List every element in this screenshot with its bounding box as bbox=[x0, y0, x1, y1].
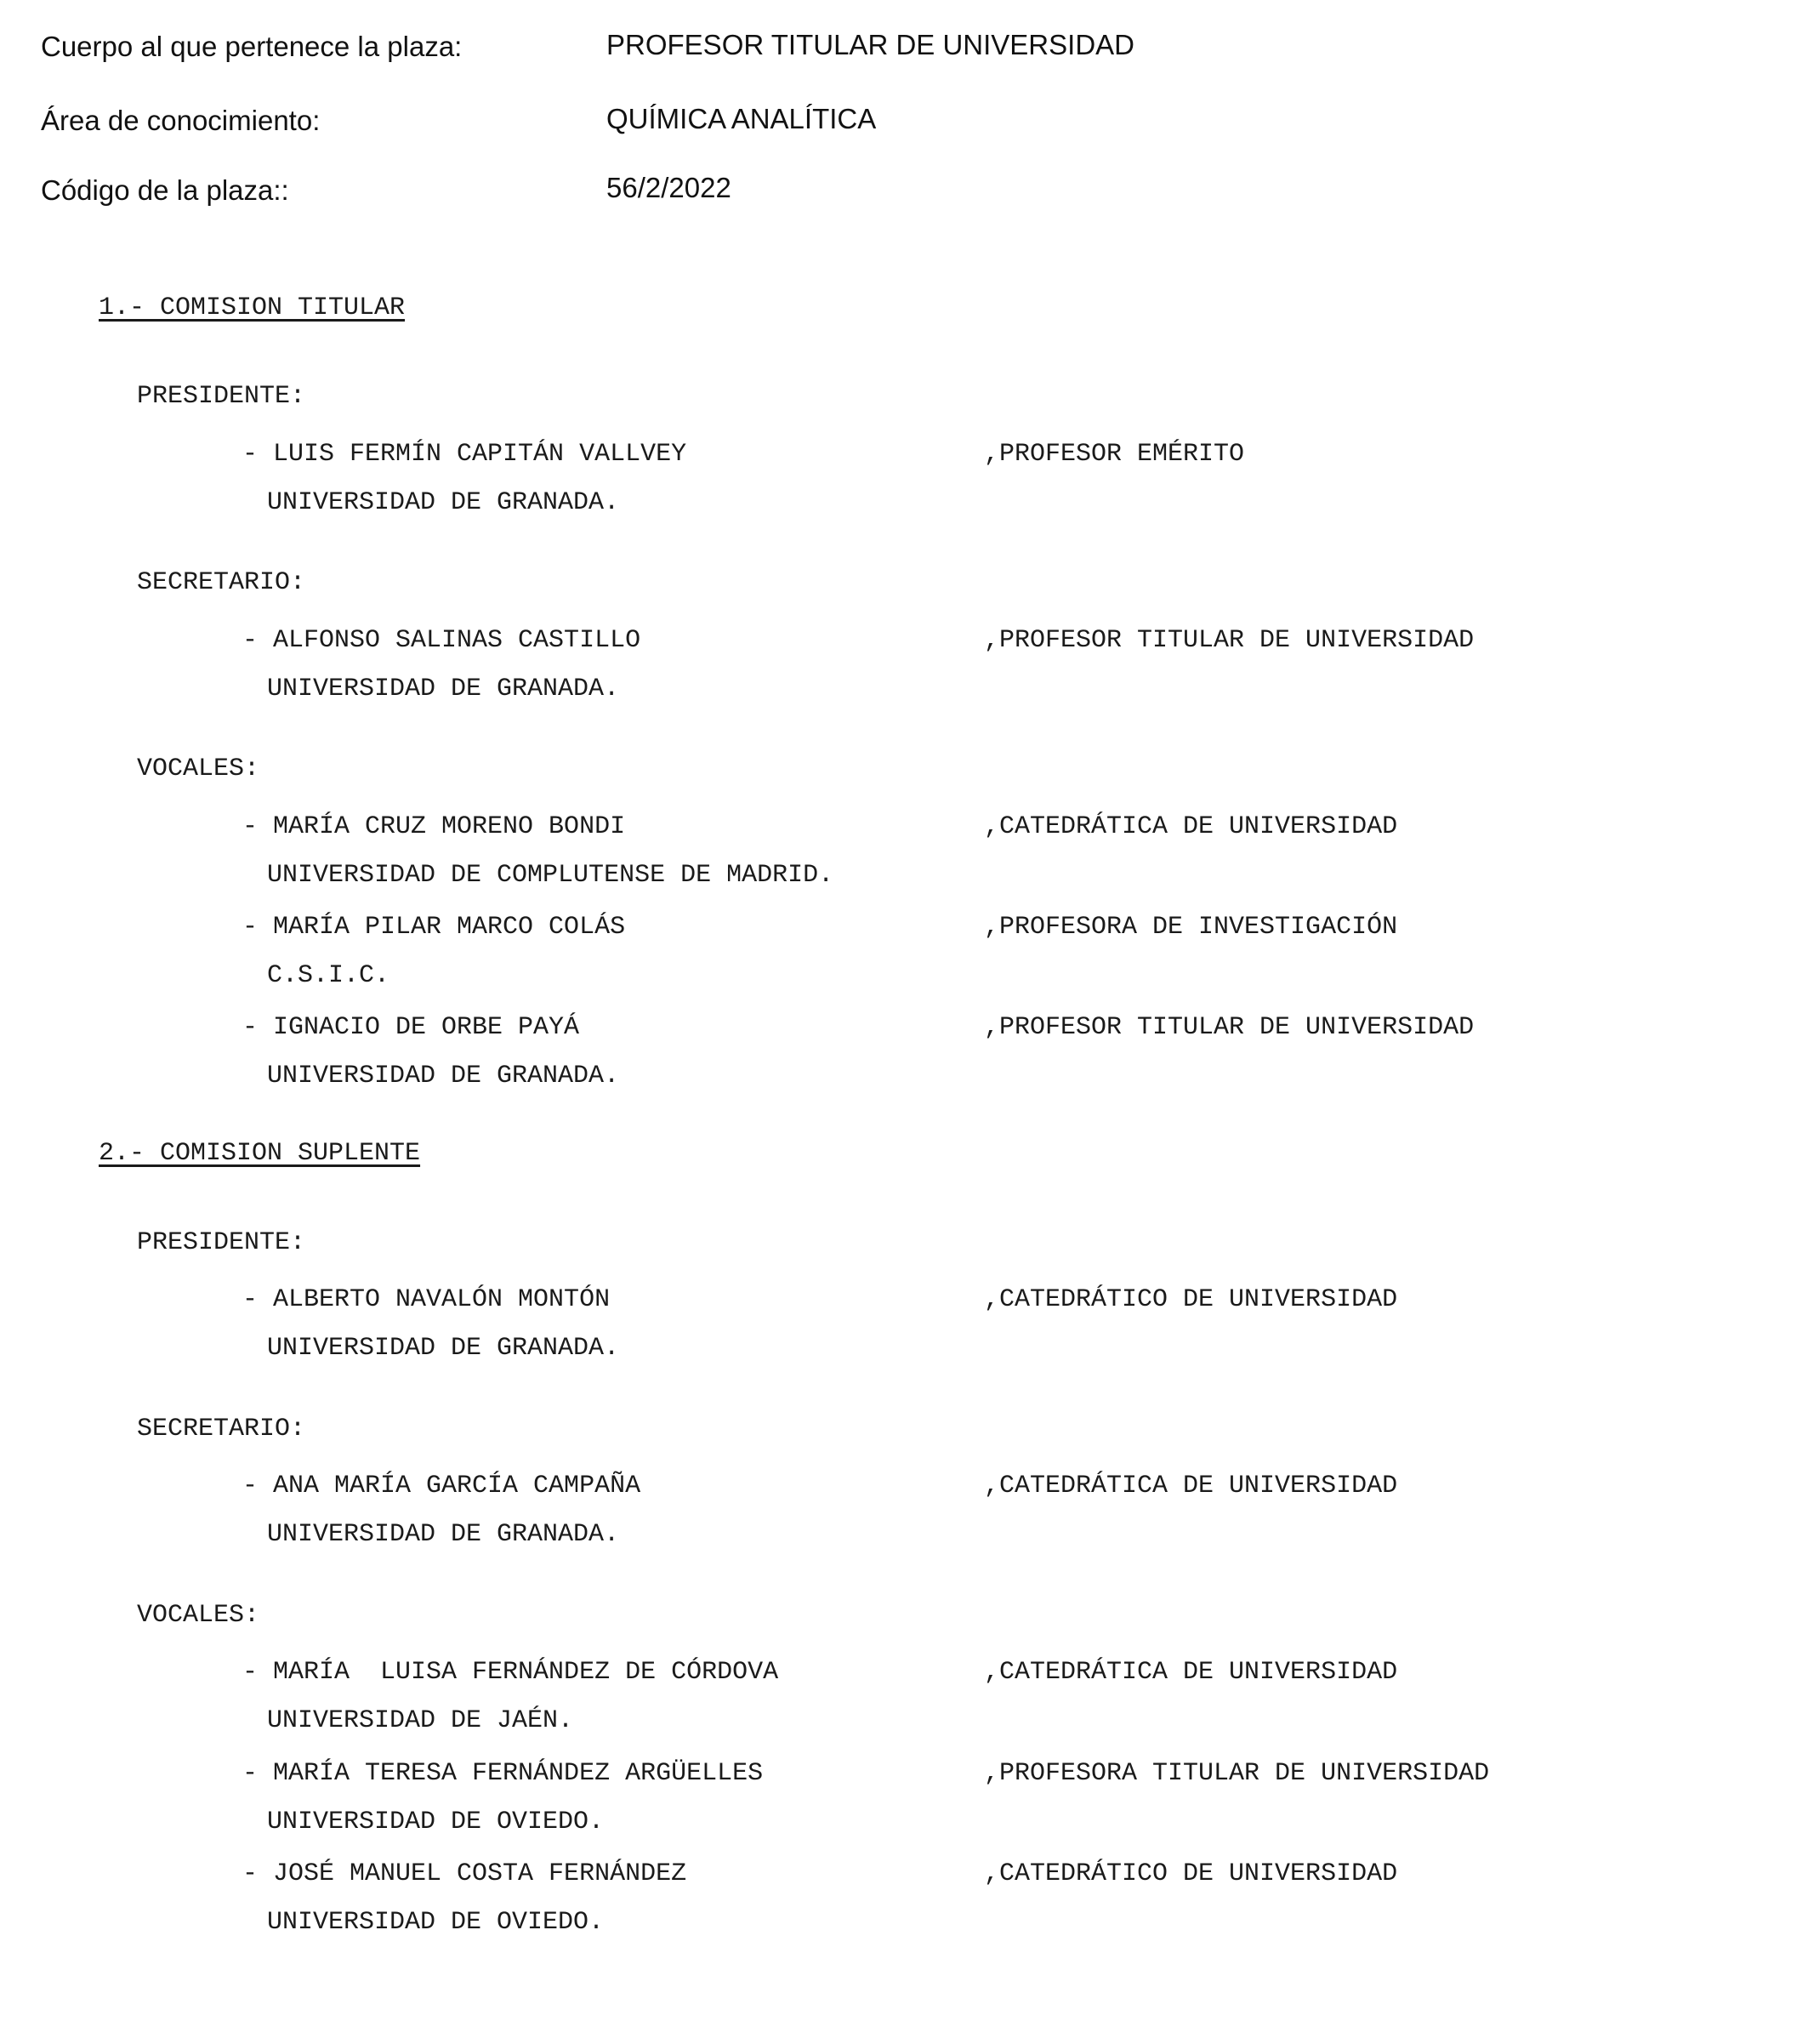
member-institution: UNIVERSIDAD DE OVIEDO. bbox=[267, 1808, 605, 1836]
member-position: ,PROFESORA DE INVESTIGACIÓN bbox=[984, 913, 1398, 942]
member-position: ,CATEDRÁTICA DE UNIVERSIDAD bbox=[984, 1472, 1398, 1500]
plaza-code-label: Código de la plaza:: bbox=[41, 174, 289, 206]
section-title-titular: 1.- COMISION TITULAR bbox=[99, 293, 406, 322]
member-institution: UNIVERSIDAD DE GRANADA. bbox=[267, 1334, 620, 1363]
member-name: - ALBERTO NAVALÓN MONTÓN bbox=[242, 1285, 611, 1314]
member-institution: UNIVERSIDAD DE JAÉN. bbox=[267, 1706, 574, 1735]
member-institution: UNIVERSIDAD DE GRANADA. bbox=[267, 675, 620, 703]
member-name: - IGNACIO DE ORBE PAYÁ bbox=[242, 1013, 580, 1042]
role-title-vocales: VOCALES: bbox=[137, 1601, 260, 1630]
member-name: - JOSÉ MANUEL COSTA FERNÁNDEZ bbox=[242, 1859, 687, 1888]
member-institution: UNIVERSIDAD DE COMPLUTENSE DE MADRID. bbox=[267, 861, 834, 890]
section-title-suplente: 2.- COMISION SUPLENTE bbox=[99, 1139, 421, 1168]
member-position: ,CATEDRÁTICA DE UNIVERSIDAD bbox=[984, 1658, 1398, 1687]
member-institution: UNIVERSIDAD DE GRANADA. bbox=[267, 1520, 620, 1549]
member-position: ,CATEDRÁTICO DE UNIVERSIDAD bbox=[984, 1285, 1398, 1314]
member-position: ,CATEDRÁTICA DE UNIVERSIDAD bbox=[984, 812, 1398, 841]
member-name: - MARÍA CRUZ MORENO BONDI bbox=[242, 812, 626, 841]
role-title-presidente: PRESIDENTE: bbox=[137, 382, 306, 411]
member-name: - MARÍA TERESA FERNÁNDEZ ARGÜELLES bbox=[242, 1759, 764, 1788]
member-name: - LUIS FERMÍN CAPITÁN VALLVEY bbox=[242, 440, 687, 469]
plaza-code-value: 56/2/2022 bbox=[606, 172, 731, 203]
knowledge-area-label: Área de conocimiento: bbox=[41, 105, 321, 136]
member-institution: UNIVERSIDAD DE GRANADA. bbox=[267, 488, 620, 517]
member-institution: C.S.I.C. bbox=[267, 961, 390, 990]
role-title-secretario: SECRETARIO: bbox=[137, 568, 306, 597]
member-position: ,CATEDRÁTICO DE UNIVERSIDAD bbox=[984, 1859, 1398, 1888]
role-title-vocales: VOCALES: bbox=[137, 754, 260, 783]
plaza-body-value: PROFESOR TITULAR DE UNIVERSIDAD bbox=[606, 29, 1134, 60]
member-name: - ALFONSO SALINAS CASTILLO bbox=[242, 626, 641, 655]
member-position: ,PROFESOR TITULAR DE UNIVERSIDAD bbox=[984, 626, 1475, 655]
role-title-presidente: PRESIDENTE: bbox=[137, 1228, 306, 1257]
member-institution: UNIVERSIDAD DE GRANADA. bbox=[267, 1062, 620, 1090]
member-position: ,PROFESOR EMÉRITO bbox=[984, 440, 1245, 469]
plaza-body-label: Cuerpo al que pertenece la plaza: bbox=[41, 31, 463, 62]
member-name: - MARÍA PILAR MARCO COLÁS bbox=[242, 913, 626, 942]
member-name: - ANA MARÍA GARCÍA CAMPAÑA bbox=[242, 1472, 641, 1500]
knowledge-area-value: QUÍMICA ANALÍTICA bbox=[606, 103, 877, 134]
role-title-secretario: SECRETARIO: bbox=[137, 1415, 306, 1443]
member-position: ,PROFESOR TITULAR DE UNIVERSIDAD bbox=[984, 1013, 1475, 1042]
member-institution: UNIVERSIDAD DE OVIEDO. bbox=[267, 1908, 605, 1937]
member-name: - MARÍA LUISA FERNÁNDEZ DE CÓRDOVA bbox=[242, 1658, 779, 1687]
member-position: ,PROFESORA TITULAR DE UNIVERSIDAD bbox=[984, 1759, 1490, 1788]
